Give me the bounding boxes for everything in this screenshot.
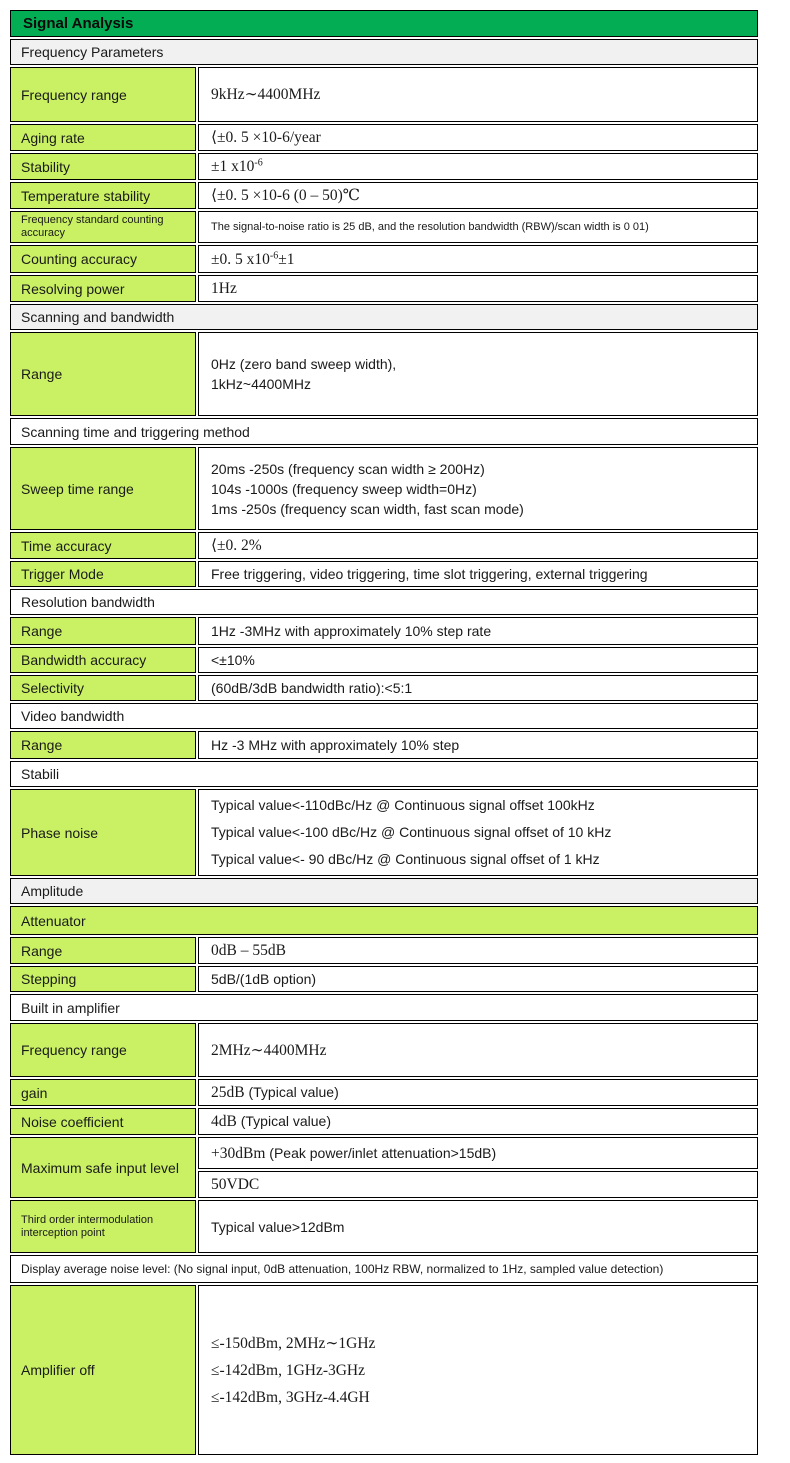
value-segment: -6	[269, 249, 279, 261]
param-label: Selectivity	[10, 675, 196, 701]
value-line	[211, 1384, 747, 1411]
param-value	[198, 731, 758, 759]
param-label: Frequency range	[10, 1023, 196, 1077]
param-value	[198, 67, 758, 122]
value-segment: -6	[254, 157, 263, 169]
param-value	[198, 1108, 758, 1135]
param-label: Maximum safe input level	[10, 1137, 196, 1198]
value-line	[211, 1082, 747, 1103]
value-segment: Typical value<-100 dBc/Hz @ Continuous signal offset of 10 kHz	[211, 824, 612, 840]
value-line	[211, 249, 747, 270]
param-row	[10, 937, 758, 964]
value-segment: 1ms -250s (frequency scan width, fast scan mode)	[211, 500, 524, 517]
param-row	[10, 124, 758, 151]
value-segment: +30dBm	[211, 1144, 266, 1162]
param-label: Aging rate	[10, 124, 196, 151]
param-value	[198, 275, 758, 302]
value-segment: 4dB	[211, 1113, 237, 1130]
param-row	[10, 211, 758, 243]
value-line	[211, 678, 747, 698]
param-row	[10, 275, 758, 302]
section-header: Scanning and bandwidth	[10, 304, 758, 330]
param-row	[10, 447, 758, 530]
param-value	[198, 617, 758, 645]
value-line	[211, 374, 747, 394]
param-value	[198, 675, 758, 701]
param-row	[10, 789, 758, 876]
table-title: Signal Analysis	[10, 10, 758, 37]
param-label: Range	[10, 937, 196, 964]
param-value	[198, 1285, 758, 1455]
section-row	[10, 761, 758, 787]
section-header: Video bandwidth	[10, 703, 758, 729]
param-label: Range	[10, 332, 196, 416]
param-row	[10, 182, 758, 209]
value-line	[211, 792, 747, 819]
param-label: Counting accuracy	[10, 245, 196, 273]
value-line	[211, 1111, 747, 1132]
param-label: Stability	[10, 153, 196, 180]
param-label: Temperature stability	[10, 182, 196, 209]
param-row	[10, 153, 758, 180]
value-line	[211, 1330, 747, 1357]
value-line	[211, 499, 747, 519]
value-line	[211, 1174, 747, 1195]
param-value	[198, 153, 758, 180]
value-segment: 0dB – 55dB	[211, 942, 286, 959]
value-segment: <±10%	[211, 652, 255, 668]
value-segment: ≤-150dBm, 2MHz∼1GHz	[211, 1334, 376, 1352]
param-label: Frequency standard counting accuracy	[10, 211, 196, 243]
value-line	[211, 1357, 747, 1384]
param-label: Third order intermodulation interception point	[10, 1200, 196, 1253]
value-line	[211, 621, 747, 641]
value-line	[211, 127, 747, 148]
value-segment: 25dB	[211, 1084, 245, 1101]
param-row	[10, 532, 758, 559]
param-label: Amplifier off	[10, 1285, 196, 1455]
param-label: Resolving power	[10, 275, 196, 302]
section-row	[10, 1255, 758, 1283]
section-header: Scanning time and triggering method	[10, 418, 758, 445]
value-line	[211, 535, 747, 556]
param-value	[198, 937, 758, 964]
value-segment: 5dB/(1dB option)	[211, 971, 317, 987]
value-segment: The signal-to-noise ratio is 25 dB, and the resolution bandwidth (RBW)/scan width is 0 01)	[211, 221, 649, 233]
spec-table	[8, 8, 760, 1457]
value-segment: Hz -3 MHz with approximately 10% step	[211, 737, 460, 753]
param-value	[198, 211, 758, 243]
value-line	[211, 1040, 747, 1061]
value-segment: 1Hz -3MHz with approximately 10% step rate	[211, 623, 492, 639]
param-value	[198, 966, 758, 992]
value-segment: 50VDC	[211, 1176, 260, 1193]
section-row	[10, 878, 758, 904]
param-value	[198, 1171, 758, 1198]
param-row	[10, 675, 758, 701]
section-header: Built in amplifier	[10, 994, 758, 1021]
value-segment: ⟨±0. 2%	[211, 537, 262, 554]
param-value	[198, 789, 758, 876]
section-header: Frequency Parameters	[10, 39, 758, 65]
value-line	[211, 459, 747, 479]
param-row	[10, 67, 758, 122]
value-line	[211, 156, 747, 177]
value-line	[211, 940, 747, 961]
param-value	[198, 245, 758, 273]
value-line	[211, 969, 747, 989]
param-value	[198, 447, 758, 530]
value-line	[211, 846, 747, 873]
param-value	[198, 332, 758, 416]
param-row	[10, 245, 758, 273]
param-label: Range	[10, 731, 196, 759]
value-segment: 20ms -250s (frequency scan width ≥ 200Hz)	[211, 460, 485, 477]
param-value	[198, 1079, 758, 1106]
value-segment: (Peak power/inlet attenuation>15dB)	[265, 1144, 497, 1161]
param-value	[198, 182, 758, 209]
param-label: Noise coefficient	[10, 1108, 196, 1135]
param-row	[10, 966, 758, 992]
section-header: Stabili	[10, 761, 758, 787]
value-line	[211, 819, 747, 846]
section-row	[10, 994, 758, 1021]
param-row	[10, 1023, 758, 1077]
value-segment: Free triggering, video triggering, time slot triggering, external triggering	[211, 566, 648, 582]
value-segment: ±1 x10	[211, 158, 255, 175]
value-segment: ⟨±0. 5 ×10-6 (0 – 50)℃	[211, 187, 361, 204]
param-row	[10, 1137, 758, 1169]
section-header: Attenuator	[10, 906, 758, 935]
param-row	[10, 332, 758, 416]
section-header: Resolution bandwidth	[10, 589, 758, 615]
section-row	[10, 39, 758, 65]
value-line	[211, 278, 747, 299]
value-segment: Typical value<-110dBc/Hz @ Continuous signal offset 100kHz	[211, 797, 595, 813]
value-line	[211, 564, 747, 584]
param-label: Frequency range	[10, 67, 196, 122]
value-segment: 104s -1000s (frequency sweep width=0Hz)	[211, 480, 477, 497]
value-segment: ≤-142dBm, 3GHz-4.4GH	[211, 1388, 370, 1406]
value-line	[211, 217, 747, 237]
value-segment: 9kHz∼4400MHz	[211, 86, 321, 103]
value-line	[211, 479, 747, 499]
section-row	[10, 703, 758, 729]
section-header: Amplitude	[10, 878, 758, 904]
param-row	[10, 1285, 758, 1455]
param-value	[198, 124, 758, 151]
param-row	[10, 1108, 758, 1135]
value-line	[211, 650, 747, 670]
param-value	[198, 1200, 758, 1253]
section-row	[10, 906, 758, 935]
value-segment: 2MHz∼4400MHz	[211, 1041, 327, 1059]
value-segment: 1Hz	[211, 280, 237, 297]
param-row	[10, 617, 758, 645]
value-line	[211, 1143, 747, 1164]
value-segment: ±0. 5 x10	[211, 250, 270, 268]
param-row	[10, 561, 758, 587]
param-label: gain	[10, 1079, 196, 1106]
value-segment: ≤-142dBm, 1GHz-3GHz	[211, 1361, 366, 1379]
value-segment: (Typical value)	[244, 1084, 339, 1100]
value-segment: 1kHz~4400MHz	[211, 376, 311, 392]
param-row	[10, 1079, 758, 1106]
param-value	[198, 1137, 758, 1169]
value-line	[211, 1217, 747, 1237]
value-segment: Typical value>12dBm	[211, 1218, 345, 1235]
param-label: Sweep time range	[10, 447, 196, 530]
value-segment: (60dB/3dB bandwidth ratio):<5:1	[211, 680, 413, 696]
param-value	[198, 647, 758, 673]
param-label: Trigger Mode	[10, 561, 196, 587]
param-row	[10, 1200, 758, 1253]
value-segment: (Typical value)	[236, 1113, 331, 1129]
value-line	[211, 735, 747, 755]
value-line	[211, 185, 747, 206]
param-label: Time accuracy	[10, 532, 196, 559]
value-segment: ⟨±0. 5 ×10-6/year	[211, 129, 321, 146]
param-row	[10, 647, 758, 673]
section-row	[10, 589, 758, 615]
param-label: Stepping	[10, 966, 196, 992]
value-line	[211, 84, 747, 105]
spec-table-body	[10, 10, 758, 1455]
value-segment: Typical value<- 90 dBc/Hz @ Continuous signal offset of 1 kHz	[211, 851, 600, 867]
param-label: Range	[10, 617, 196, 645]
value-segment: 0Hz (zero band sweep width),	[211, 356, 397, 372]
title-row	[10, 10, 758, 37]
section-row	[10, 418, 758, 445]
param-label: Phase noise	[10, 789, 196, 876]
param-value	[198, 532, 758, 559]
param-value	[198, 561, 758, 587]
param-row	[10, 731, 758, 759]
param-label: Bandwidth accuracy	[10, 647, 196, 673]
param-value	[198, 1023, 758, 1077]
value-segment: ±1	[278, 250, 295, 268]
value-line	[211, 354, 747, 374]
section-row	[10, 304, 758, 330]
section-header: Display average noise level: (No signal input, 0dB attenuation, 100Hz RBW, normalized to 1Hz, sampled value detection)	[10, 1255, 758, 1283]
